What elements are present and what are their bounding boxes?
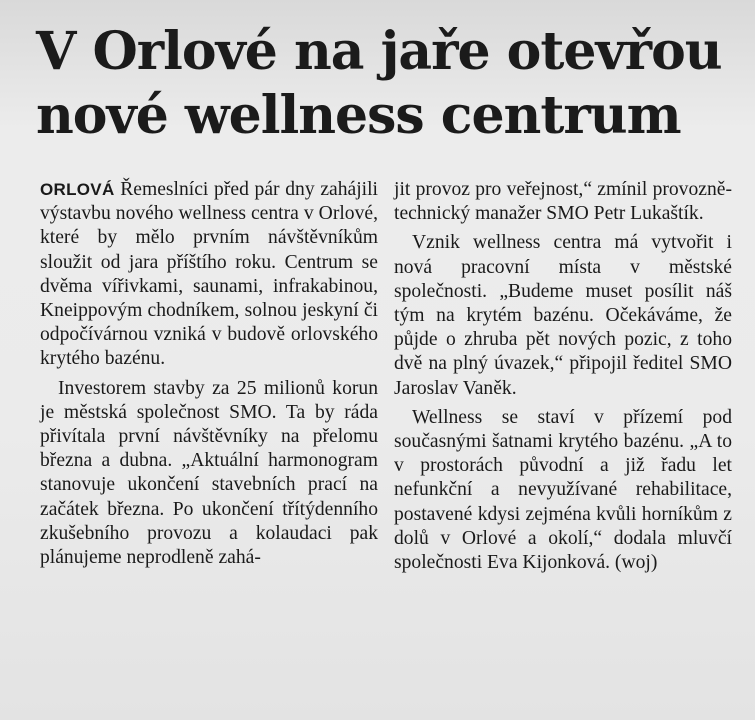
paragraph: Wellness se staví v přízemí pod současnými šatnami krytého bazénu. „A to v prostorách původní a již řadu let nefunkční a nevyužívané rehabilitace, postavené kdysi zejména kvůli horníkům z dolů v Orlové a okolí,“ dodala mluvčí společnosti Eva Kijonková. (woj) <box>394 406 732 574</box>
left-column <box>40 178 378 570</box>
right-column <box>394 178 732 575</box>
paragraph: jit provoz pro veřejnost,“ zmínil provozně-technický manažer SMO Petr Lukaštík. <box>394 179 732 225</box>
headline: V Orlové na jaře otevřou nové wellness centrum <box>36 21 722 146</box>
paragraph: Investorem stavby za 25 milionů korun je městská společnost SMO. Ta by ráda přivítala první návštěvníky na přelomu března a dubna. „Aktuální harmonogram stanovuje ukončení stavebních prací na začátek března. Po ukončení třítýdenního zkušebního provozu a kolaudaci pak plánujeme neprodleně zahá- <box>40 377 378 569</box>
dateline: ORLOVÁ <box>40 180 115 199</box>
paragraph-text: Řemeslníci před pár dny zahájili výstavbu nového wellness centra v Orlové, které by mělo prvním návštěvníkům sloužit od jara příštího roku. Centrum se dvěma vířivkami, saunami, infrakabinou, Kneippovým chodníkem, solnou jeskyní či odpočívárnou vzniká v budově orlovského krytého bazénu. <box>40 179 378 370</box>
paragraph: Vznik wellness centra má vytvořit i nová pracovní místa v městské společnosti. „Budeme muset posílit náš tým na krytém bazénu. Očekáváme, že půjde o zhruba pět nových pozic, z toho dvě na plný úvazek,“ připojil ředitel SMO Jaroslav Vaněk. <box>394 232 732 399</box>
paragraph <box>40 178 378 372</box>
